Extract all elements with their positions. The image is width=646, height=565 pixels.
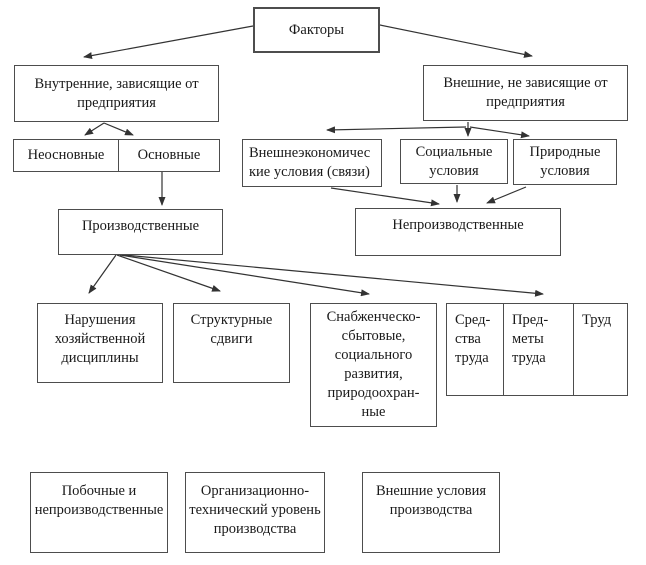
arrow-factors-external bbox=[380, 25, 532, 56]
node-label: Внешние, не зависящие от bbox=[443, 75, 608, 91]
node-label: хозяйственной bbox=[54, 331, 146, 347]
node-social bbox=[400, 139, 508, 184]
node-label: Нарушения bbox=[64, 312, 136, 328]
node-foreign-econ bbox=[242, 139, 382, 187]
node-label: сдвиги bbox=[210, 331, 253, 347]
node-internal bbox=[14, 65, 219, 122]
node-label: развития, bbox=[344, 366, 403, 382]
node-label: дисциплины bbox=[61, 350, 139, 366]
node-basic bbox=[118, 140, 219, 171]
node-label: труда bbox=[455, 350, 489, 366]
node-violations bbox=[37, 303, 163, 383]
node-label: Факторы bbox=[288, 21, 345, 38]
node-label: Производственные bbox=[81, 218, 200, 234]
node-label: Пред- bbox=[512, 312, 549, 328]
node-label: производства bbox=[389, 502, 473, 518]
node-label: условия bbox=[429, 162, 479, 179]
node-label: Побочные и bbox=[61, 483, 137, 499]
node-labor-means bbox=[447, 304, 503, 395]
node-label: ные bbox=[361, 404, 386, 420]
node-nonproduction bbox=[355, 208, 561, 256]
node-external bbox=[423, 65, 628, 121]
arrow-external-natural bbox=[470, 127, 529, 136]
node-label: Организационно- bbox=[200, 483, 310, 499]
node-label: непроизводственные bbox=[34, 502, 164, 518]
node-label: условия bbox=[540, 163, 590, 179]
node-label: сбытовые, bbox=[341, 328, 406, 344]
node-label: Труд bbox=[582, 312, 612, 328]
node-label: Природные bbox=[529, 144, 601, 160]
node-nonbasic bbox=[14, 140, 118, 171]
node-label: Неосновные bbox=[27, 147, 105, 163]
arrow-external-foreign-econ bbox=[327, 127, 466, 130]
node-label: природоохран- bbox=[327, 385, 420, 401]
node-labor-group bbox=[446, 303, 628, 396]
node-label: социального bbox=[334, 347, 413, 363]
node-label: предприятия bbox=[486, 94, 565, 110]
node-label: Внешние условия bbox=[375, 483, 487, 499]
node-label: труда bbox=[512, 350, 546, 366]
arrow-natural-nonproduction bbox=[487, 187, 526, 203]
node-external-conditions bbox=[362, 472, 500, 553]
node-label: Непроизводственные bbox=[392, 217, 524, 233]
node-labor bbox=[573, 304, 627, 395]
node-orgtech bbox=[185, 472, 325, 553]
node-label: производства bbox=[213, 521, 297, 537]
arrow-foreign-econ-nonproduction bbox=[331, 188, 439, 204]
node-label: кие условия (связи) bbox=[249, 164, 370, 180]
node-structural bbox=[173, 303, 290, 383]
node-label: ства bbox=[455, 331, 481, 347]
arrow-internal-nonbasic bbox=[85, 123, 104, 135]
arrow-internal-basic bbox=[104, 123, 133, 135]
node-label: Внутренние, зависящие от bbox=[34, 75, 199, 92]
node-factors bbox=[253, 7, 380, 53]
node-label: Внешнеэкономичес bbox=[249, 145, 371, 161]
node-natural bbox=[513, 139, 617, 185]
arrow-factors-internal bbox=[84, 26, 253, 57]
node-basic-nonbasic-group bbox=[13, 139, 220, 172]
node-label: Социальные bbox=[415, 143, 493, 160]
node-label: предприятия bbox=[77, 94, 156, 111]
node-labor-objects bbox=[503, 304, 573, 395]
node-label: меты bbox=[512, 331, 544, 347]
node-label: Структурные bbox=[190, 312, 273, 328]
node-production bbox=[58, 209, 223, 255]
node-label: технический уровень bbox=[189, 502, 321, 518]
arrow-production-violations bbox=[89, 255, 116, 293]
node-label: Сред- bbox=[455, 312, 491, 328]
node-label: Снабженческо- bbox=[326, 309, 421, 325]
arrow-production-structural bbox=[117, 255, 220, 291]
node-label: Основные bbox=[137, 147, 201, 163]
node-supply bbox=[310, 303, 437, 427]
node-byproducts bbox=[30, 472, 168, 553]
